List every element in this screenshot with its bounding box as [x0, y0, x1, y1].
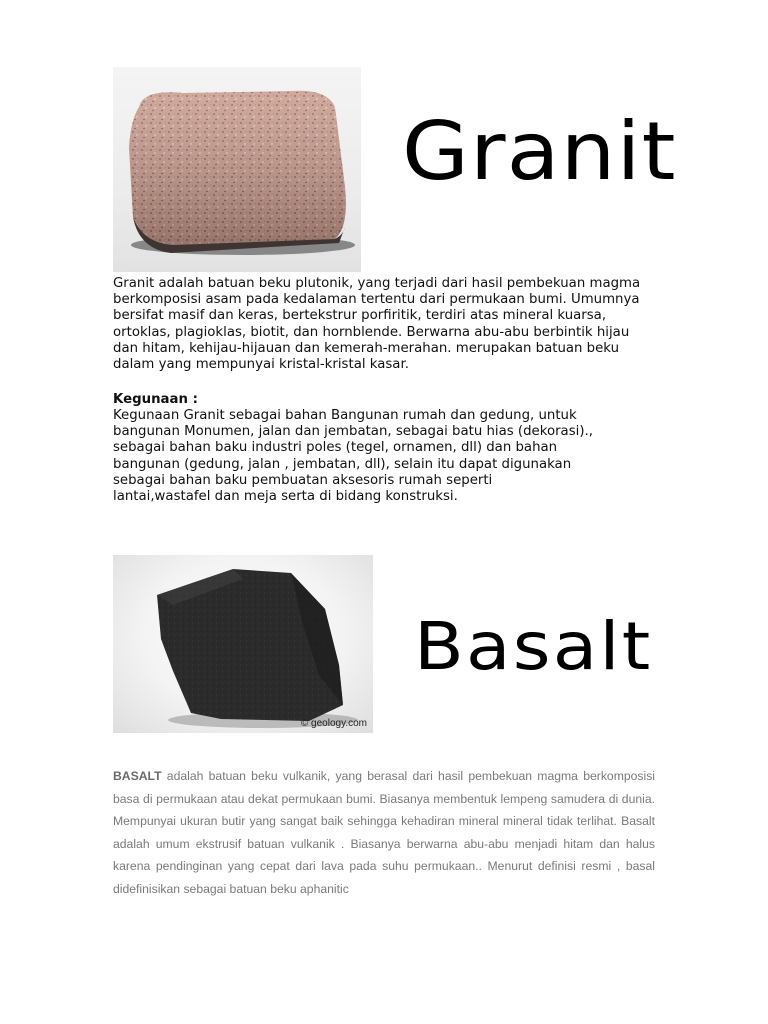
- granite-uses-text: Kegunaan Granit sebagai bahan Bangunan rumah dan gedung, untuk bangunan Monumen, jalan dan jembatan, sebagai batu hias (dekorasi)., sebagai bahan baku industri poles (tegel, ornamen, dll) dan bahan bangunan (gedung, jalan , jembatan, dll), selain itu dapat digunakan sebagai bahan baku pembuatan aksesoris rumah seperti lantai,wastafel dan meja serta di bidang konstruksi.: [113, 408, 593, 505]
- basalt-photo: [113, 555, 373, 733]
- granite-photo: [113, 67, 361, 272]
- basalt-description-block: [113, 765, 655, 900]
- basalt-lead-term: BASALT: [113, 769, 162, 783]
- granite-description: Granit adalah batuan beku plutonik, yang terjadi dari hasil pembekuan magma berkomposisi asam pada kedalaman tertentu dari permukaan bumi. Umumnya bersifat masif dan keras, bertekstrur porfiritik, terdiri atas mineral kuarsa, ortoklas, plagioklas, biotit, dan hornblende. Berwarna abu-abu berbintik hijau dan hitam, kehijau-hijauan dan kemerah-merahan. merupakan batuan beku dalam yang mempunyai kristal-kristal kasar.: [113, 276, 641, 373]
- granite-uses-heading: Kegunaan :: [113, 392, 198, 407]
- granite-title: Granit: [402, 105, 677, 198]
- basalt-title: Basalt: [414, 608, 653, 685]
- basalt-rock-illustration: [113, 555, 373, 733]
- granite-rock-illustration: [113, 67, 361, 272]
- basalt-description: adalah batuan beku vulkanik, yang berasal dari hasil pembekuan magma berkomposisi basa di permukaan atau dekat permukaan bumi. Biasanya membentuk lempeng samudera di dunia. Mempunyai ukuran butir yang sangat baik sehingga kehadiran mineral mineral tidak terlihat. Basalt adalah umum ekstrusif batuan vulkanik . Biasanya berwarna abu-abu menjadi hitam dan halus karena pendinginan yang cepat dari lava pada suhu permukaan.. Menurut definisi resmi , basal didefinisikan sebagai batuan beku aphanitic: [113, 769, 656, 896]
- image-watermark: © geology.com: [300, 718, 367, 729]
